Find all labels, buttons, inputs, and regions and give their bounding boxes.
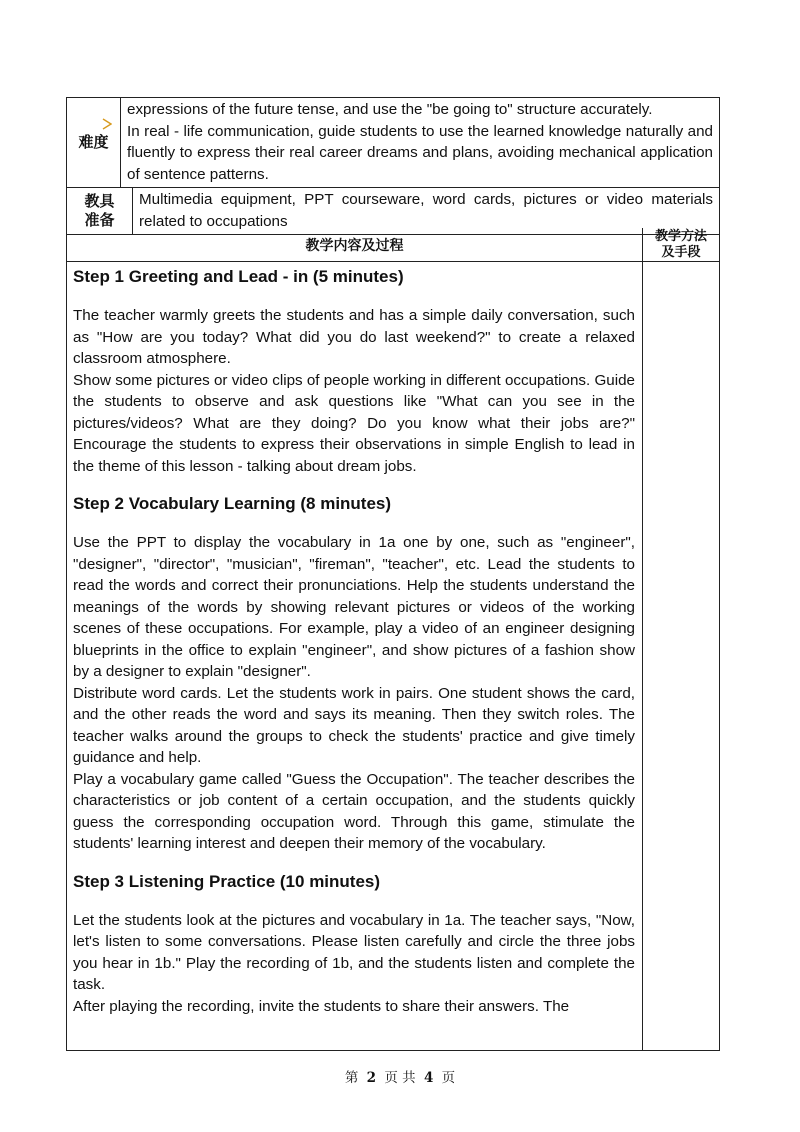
difficulty-row [67,98,719,188]
header-content-process: 教学内容及过程 [67,228,643,261]
cursor-mark-icon [102,118,112,130]
difficulty-content [121,98,719,187]
footer-middle: 页 共 [384,1070,416,1086]
process-content-cell [67,262,643,1051]
step-2-title: Step 2 Vocabulary Learning (8 minutes) [73,494,392,513]
step-2-item-1: Use the PPT to display the vocabulary in 1a one by one, such as "engineer", "designer", "director", "musician", "fireman", "teacher", etc. Lead the students to read the words and correct their pronunciations. Help the students understand the meanings of the words by showing relevant pictures or videos of the working scenes of these occupations. For example, play a video of an engineer designing blueprints in the office to explain "engineer", and show pictures of a fashion show by a designer to explain "designer". [73,532,635,683]
difficulty-line-1: expressions of the future tense, and use the "be going to" structure accurately. [127,101,653,118]
footer-suffix: 页 [441,1070,456,1086]
step-2-item-2: Distribute word cards. Let the students work in pairs. One student shows the card, and the other reads the word and says its meaning. Then they switch roles. The teacher walks around the groups to check the students' practice and give timely guidance and help. [73,683,635,769]
step-3-title: Step 3 Listening Practice (10 minutes) [73,871,381,891]
footer-prefix: 第 [344,1070,359,1086]
preparation-text: Multimedia equipment, PPT courseware, word cards, pictures or video materials related to occupations [139,191,713,230]
step-1-item-2: Show some pictures or video clips of people working in different occupations. Guide the students to observe and ask questions like "What can you see in the pictures/videos? What are they doing? Do you know what their jobs are?" Encourage the students to express their observations in simple English to lead in the theme of this lesson - talking about dream jobs. [73,370,635,478]
header-methods: 教学方法及手段 [654,228,707,260]
teaching-process-table [66,228,720,1051]
difficulty-line-2: In real - life communication, guide students to use the learned knowledge naturally and fluently to express their real career dreams and plans, avoiding mechanical application of sentence patterns. [127,122,713,183]
objectives-table [66,97,720,235]
step-1-item-1: The teacher warmly greets the students and has a simple daily conversation, such as "How are you today? What did you do last weekend?" to create a relaxed classroom atmosphere. [73,305,635,370]
table-body-row [67,262,719,1051]
difficulty-label: 难度 [67,98,121,187]
table-header-row [67,228,719,262]
preparation-label: 教具准备 [67,188,133,234]
page-footer [0,1066,800,1086]
step-1-title: Step 1 Greeting and Lead - in (5 minutes) [73,267,404,286]
methods-cell [643,262,719,1051]
footer-total-pages: 4 [423,1070,434,1086]
step-3-item-1: Let the students look at the pictures and vocabulary in 1a. The teacher says, "Now, let's listen to some conversations. Please listen carefully and circle the three jobs you hear in 1b." Play the recording of 1b, and the students listen and complete the task. [73,910,635,996]
footer-page-number: 2 [366,1070,377,1086]
step-2-item-3: Play a vocabulary game called "Guess the Occupation". The teacher describes the characteristics or job content of a certain occupation, and the students quickly guess the corresponding occupation word. Through this game, stimulate the students' learning interest and deepen their memory of the vocabulary. [73,769,635,855]
step-3-item-2: After playing the recording, invite the students to share their answers. The [73,996,635,1018]
